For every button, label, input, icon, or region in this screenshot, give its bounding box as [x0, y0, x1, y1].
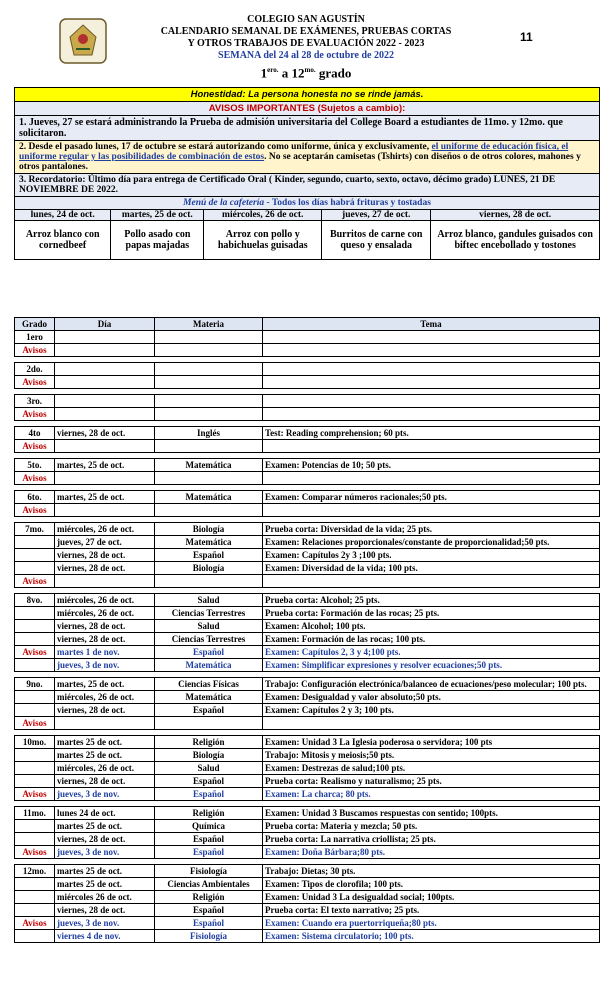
- topic-cell: Trabajo: Dietas; 30 pts.: [263, 865, 600, 878]
- column-header: Grado: [15, 318, 55, 331]
- schedule-table: [14, 317, 600, 943]
- subject-cell: [155, 395, 263, 408]
- schedule-row: [15, 762, 600, 775]
- day-cell: [55, 376, 155, 389]
- grade-cell: [15, 749, 55, 762]
- topic-cell: [263, 376, 600, 389]
- day-cell: martes 25 de oct.: [55, 878, 155, 891]
- day-cell: jueves, 3 de nov.: [55, 788, 155, 801]
- school-name: COLEGIO SAN AGUSTÍN: [247, 14, 365, 25]
- subject-cell: Biología: [155, 562, 263, 575]
- subject-cell: Ciencias Físicas: [155, 678, 263, 691]
- menu-food: Arroz con pollo y habichuelas guisadas: [204, 221, 322, 260]
- aviso-row: [15, 376, 600, 389]
- document-header: [0, 14, 612, 81]
- column-header: Tema: [263, 318, 600, 331]
- day-cell: [55, 344, 155, 357]
- day-cell: miércoles, 26 de oct.: [55, 594, 155, 607]
- topic-cell: [263, 395, 600, 408]
- menu-day: miércoles, 26 de oct.: [204, 210, 322, 221]
- grade-cell: [15, 691, 55, 704]
- topic-cell: Prueba corta: La narrativa criollista; 25 pts.: [263, 833, 600, 846]
- schedule-row: [15, 331, 600, 344]
- notice-2: 2. Desde el pasado lunes, 17 de octubre se estará autorizando como uniforme, única y exclusivamente, el uniforme de educación física, el uniforme regular y las posibilidades de combinación de estos. No se aceptarán camisetas (Tshirts) con diseños o de otros colores, mahones y otros pantalones.: [15, 141, 600, 174]
- schedule-row: [15, 904, 600, 917]
- notice-1: 1. Jueves, 27 se estará administrando la Prueba de admisión universitaria del College Board a estudiantes de 11mo. y 12mo. que solicitaron.: [15, 116, 600, 141]
- subject-cell: Religión: [155, 891, 263, 904]
- day-cell: miércoles, 26 de oct.: [55, 607, 155, 620]
- avisos-label: Avisos: [15, 408, 55, 421]
- menu-food: Arroz blanco con cornedbeef: [15, 221, 111, 260]
- subject-cell: Química: [155, 820, 263, 833]
- day-cell: viernes, 28 de oct.: [55, 833, 155, 846]
- grade-cell: [15, 562, 55, 575]
- day-cell: [55, 363, 155, 376]
- topic-cell: [263, 717, 600, 730]
- topic-cell: [263, 408, 600, 421]
- topic-cell: Examen: Desigualdad y valor absoluto;50 pts.: [263, 691, 600, 704]
- day-cell: viernes, 28 de oct.: [55, 704, 155, 717]
- day-cell: [55, 440, 155, 453]
- topic-cell: Prueba corta: Formación de las rocas; 25 pts.: [263, 607, 600, 620]
- day-cell: martes 25 de oct.: [55, 749, 155, 762]
- subject-cell: Ciencias Terrestres: [155, 633, 263, 646]
- aviso-row: [15, 646, 600, 659]
- subject-cell: [155, 344, 263, 357]
- day-cell: viernes, 28 de oct.: [55, 620, 155, 633]
- topic-cell: Test: Reading comprehension; 60 pts.: [263, 427, 600, 440]
- column-header: Materia: [155, 318, 263, 331]
- day-cell: [55, 408, 155, 421]
- menu-day: lunes, 24 de oct.: [15, 210, 111, 221]
- day-cell: miércoles, 26 de oct.: [55, 523, 155, 536]
- aviso-row: [15, 504, 600, 517]
- subject-cell: [155, 440, 263, 453]
- grade-cell: [15, 620, 55, 633]
- day-cell: martes 25 de oct.: [55, 865, 155, 878]
- subject-cell: Matemática: [155, 659, 263, 672]
- subject-cell: Español: [155, 904, 263, 917]
- schedule-row: [15, 491, 600, 504]
- menu-title: Menú de la cafetería - Todos los días habrá frituras y tostadas: [15, 197, 600, 210]
- avisos-label: Avisos: [15, 575, 55, 588]
- topic-cell: [263, 504, 600, 517]
- avisos-label: Avisos: [15, 917, 55, 930]
- day-cell: martes 1 de nov.: [55, 646, 155, 659]
- grade-cell: 4to: [15, 427, 55, 440]
- grade-cell: [15, 904, 55, 917]
- day-cell: miércoles 26 de oct.: [55, 891, 155, 904]
- topic-cell: Prueba corta: Materia y mezcla; 50 pts.: [263, 820, 600, 833]
- avisos-label: Avisos: [15, 788, 55, 801]
- subject-cell: [155, 504, 263, 517]
- grade-cell: [15, 878, 55, 891]
- avisos-label: [15, 659, 55, 672]
- week-range: SEMANA del 24 al 28 de octubre de 2022: [218, 50, 394, 61]
- avisos-label: Avisos: [15, 440, 55, 453]
- grade-cell: 2do.: [15, 363, 55, 376]
- day-cell: [55, 472, 155, 485]
- schedule-row: [15, 594, 600, 607]
- subject-cell: Salud: [155, 594, 263, 607]
- topic-cell: [263, 331, 600, 344]
- grade-cell: 1ero: [15, 331, 55, 344]
- menu-day: jueves, 27 de oct.: [322, 210, 431, 221]
- topic-cell: Examen: Unidad 3 La Iglesia poderosa o servidora; 100 pts: [263, 736, 600, 749]
- subject-cell: [155, 408, 263, 421]
- topic-cell: Prueba corta: El texto narrativo; 25 pts.: [263, 904, 600, 917]
- uniform-link[interactable]: el uniforme de educación física, el uniforme regular y las posibilidades de combinación de estos: [19, 142, 569, 162]
- aviso-row: [15, 575, 600, 588]
- subject-cell: Español: [155, 775, 263, 788]
- topic-cell: Examen: Capítulos 2 y 3; 100 pts.: [263, 704, 600, 717]
- schedule-row: [15, 878, 600, 891]
- subject-cell: Matemática: [155, 691, 263, 704]
- schedule-row: [15, 820, 600, 833]
- grade-cell: [15, 607, 55, 620]
- grade-cell: [15, 762, 55, 775]
- topic-cell: Examen: Sistema circulatorio; 100 pts.: [263, 930, 600, 943]
- day-cell: jueves, 3 de nov.: [55, 917, 155, 930]
- doc-title-line1: CALENDARIO SEMANAL DE EXÁMENES, PRUEBAS CORTAS: [160, 26, 452, 37]
- grade-cell: 5to.: [15, 459, 55, 472]
- topic-cell: Examen: Comparar números racionales;50 pts.: [263, 491, 600, 504]
- subject-cell: Español: [155, 549, 263, 562]
- avisos-label: Avisos: [15, 344, 55, 357]
- topic-cell: [263, 344, 600, 357]
- notices-title: AVISOS IMPORTANTES (Sujetos a cambio):: [15, 102, 600, 116]
- topic-cell: [263, 363, 600, 376]
- avisos-label: Avisos: [15, 846, 55, 859]
- schedule-row: [15, 865, 600, 878]
- day-cell: jueves, 3 de nov.: [55, 846, 155, 859]
- subject-cell: [155, 376, 263, 389]
- topic-cell: Examen: Unidad 3 La desigualdad social; 100pts.: [263, 891, 600, 904]
- topic-cell: Examen: Simplificar expresiones y resolver ecuaciones;50 pts.: [263, 659, 600, 672]
- day-cell: jueves, 3 de nov.: [55, 659, 155, 672]
- topic-cell: Prueba corta: Diversidad de la vida; 25 pts.: [263, 523, 600, 536]
- topic-cell: Examen: Tipos de clorofila; 100 pts.: [263, 878, 600, 891]
- aviso-row: [15, 440, 600, 453]
- menu-day: martes, 25 de oct.: [111, 210, 204, 221]
- schedule-row: [15, 678, 600, 691]
- grade-cell: 7mo.: [15, 523, 55, 536]
- day-cell: martes, 25 de oct.: [55, 491, 155, 504]
- doc-title-line2: Y OTROS TRABAJOS DE EVALUACIÓN 2022 - 2023: [187, 38, 425, 49]
- grade-cell: 6to.: [15, 491, 55, 504]
- subject-cell: Fisiología: [155, 930, 263, 943]
- avisos-label: Avisos: [15, 646, 55, 659]
- schedule-row: [15, 891, 600, 904]
- topic-cell: Trabajo: Mitosis y meiosis;50 pts.: [263, 749, 600, 762]
- grade-cell: [15, 891, 55, 904]
- subject-cell: [155, 363, 263, 376]
- day-cell: martes, 25 de oct.: [55, 459, 155, 472]
- grade-cell: [15, 704, 55, 717]
- schedule-row: [15, 704, 600, 717]
- subject-cell: Español: [155, 704, 263, 717]
- day-cell: jueves, 27 de oct.: [55, 536, 155, 549]
- day-cell: viernes, 28 de oct.: [55, 549, 155, 562]
- day-cell: miércoles, 26 de oct.: [55, 691, 155, 704]
- subject-cell: Biología: [155, 523, 263, 536]
- grade-cell: [15, 633, 55, 646]
- column-header: Día: [55, 318, 155, 331]
- schedule-row: [15, 459, 600, 472]
- aviso-row: [15, 344, 600, 357]
- aviso-row: [15, 846, 600, 859]
- grade-cell: [15, 536, 55, 549]
- menu-food: Pollo asado con papas majadas: [111, 221, 204, 260]
- topic-cell: [263, 440, 600, 453]
- avisos-label: Avisos: [15, 504, 55, 517]
- motto: Honestidad: La persona honesta no se rinde jamás.: [15, 88, 600, 102]
- subject-cell: Ciencias Terrestres: [155, 607, 263, 620]
- topic-cell: Trabajo: Configuración electrónica/balanceo de ecuaciones/peso molecular; 100 pts.: [263, 678, 600, 691]
- subject-cell: Matemática: [155, 459, 263, 472]
- subject-cell: Ciencias Ambientales: [155, 878, 263, 891]
- subject-cell: [155, 575, 263, 588]
- day-cell: martes 25 de oct.: [55, 820, 155, 833]
- day-cell: [55, 575, 155, 588]
- day-cell: miércoles, 26 de oct.: [55, 762, 155, 775]
- schedule-row: [15, 749, 600, 762]
- subject-cell: Matemática: [155, 536, 263, 549]
- subject-cell: Español: [155, 846, 263, 859]
- subject-cell: Español: [155, 917, 263, 930]
- grade-cell: [15, 549, 55, 562]
- avisos-label: [15, 930, 55, 943]
- menu-food: Arroz blanco, gandules guisados con biftec encebollado y tostones: [431, 221, 600, 260]
- schedule-row: [15, 549, 600, 562]
- menu-day: viernes, 28 de oct.: [431, 210, 600, 221]
- subject-cell: Español: [155, 788, 263, 801]
- topic-cell: [263, 472, 600, 485]
- schedule-row: [15, 633, 600, 646]
- subject-cell: [155, 331, 263, 344]
- day-cell: [55, 331, 155, 344]
- topic-cell: Examen: Cuando era puertorriqueña;80 pts.: [263, 917, 600, 930]
- day-cell: martes 25 de oct.: [55, 736, 155, 749]
- grade-cell: [15, 775, 55, 788]
- schedule-row: [15, 562, 600, 575]
- aviso-row: [15, 717, 600, 730]
- subject-cell: Español: [155, 646, 263, 659]
- day-cell: viernes, 28 de oct.: [55, 775, 155, 788]
- topic-cell: [263, 575, 600, 588]
- menu-food: Burritos de carne con queso y ensalada: [322, 221, 431, 260]
- avisos-label: Avisos: [15, 717, 55, 730]
- grade-cell: 12mo.: [15, 865, 55, 878]
- grade-cell: 10mo.: [15, 736, 55, 749]
- topic-cell: Examen: Capítulos 2, 3 y 4;100 pts.: [263, 646, 600, 659]
- topic-cell: Examen: Diversidad de la vida; 100 pts.: [263, 562, 600, 575]
- grade-cell: 8vo.: [15, 594, 55, 607]
- aviso-row: [15, 788, 600, 801]
- aviso-row: [15, 472, 600, 485]
- avisos-label: Avisos: [15, 472, 55, 485]
- day-cell: martes, 25 de oct.: [55, 678, 155, 691]
- aviso-row: [15, 408, 600, 421]
- grade-cell: [15, 820, 55, 833]
- topic-cell: Examen: Potencias de 10; 50 pts.: [263, 459, 600, 472]
- day-cell: lunes 24 de oct.: [55, 807, 155, 820]
- subject-cell: Salud: [155, 620, 263, 633]
- topic-cell: Examen: Formación de las rocas; 100 pts.: [263, 633, 600, 646]
- topic-cell: Examen: Alcohol; 100 pts.: [263, 620, 600, 633]
- grade-cell: [15, 833, 55, 846]
- subject-cell: Biología: [155, 749, 263, 762]
- subject-cell: [155, 717, 263, 730]
- notice-3: 3. Recordatorio: Último día para entrega de Certificado Oral ( Kinder, segundo, cuarto, sexto, octavo, décimo grado) LUNES, 21 DE NOVIEMBRE DE 2022.: [15, 174, 600, 197]
- topic-cell: Examen: La charca; 80 pts.: [263, 788, 600, 801]
- day-cell: viernes, 28 de oct.: [55, 562, 155, 575]
- subject-cell: Matemática: [155, 491, 263, 504]
- schedule-row: [15, 736, 600, 749]
- schedule-row: [15, 395, 600, 408]
- subject-cell: Salud: [155, 762, 263, 775]
- aviso-row: [15, 659, 600, 672]
- schedule-row: [15, 427, 600, 440]
- grade-cell: 9no.: [15, 678, 55, 691]
- topic-cell: Examen: Doña Bárbara;80 pts.: [263, 846, 600, 859]
- day-cell: viernes 4 de nov.: [55, 930, 155, 943]
- schedule-row: [15, 536, 600, 549]
- topic-cell: Examen: Unidad 3 Buscamos respuestas con sentido; 100pts.: [263, 807, 600, 820]
- subject-cell: Español: [155, 833, 263, 846]
- day-cell: viernes, 28 de oct.: [55, 904, 155, 917]
- day-cell: viernes, 28 de oct.: [55, 633, 155, 646]
- schedule-row: [15, 607, 600, 620]
- aviso-row: [15, 917, 600, 930]
- day-cell: [55, 504, 155, 517]
- avisos-label: Avisos: [15, 376, 55, 389]
- topic-cell: Examen: Destrezas de salud;100 pts.: [263, 762, 600, 775]
- subject-cell: Religión: [155, 807, 263, 820]
- grade-cell: 11mo.: [15, 807, 55, 820]
- subject-cell: Religión: [155, 736, 263, 749]
- notices-box: [14, 87, 600, 260]
- subject-cell: [155, 472, 263, 485]
- grade-cell: 3ro.: [15, 395, 55, 408]
- subject-cell: Inglés: [155, 427, 263, 440]
- topic-cell: Examen: Relaciones proporcionales/constante de proporcionalidad;50 pts.: [263, 536, 600, 549]
- page-number: 11: [520, 30, 533, 44]
- topic-cell: Prueba corta: Alcohol; 25 pts.: [263, 594, 600, 607]
- schedule-row: [15, 807, 600, 820]
- schedule-row: [15, 833, 600, 846]
- schedule-row: [15, 363, 600, 376]
- day-cell: viernes, 28 de oct.: [55, 427, 155, 440]
- subject-cell: Fisiología: [155, 865, 263, 878]
- schedule-row: [15, 775, 600, 788]
- topic-cell: Prueba corta: Realismo y naturalismo; 25 pts.: [263, 775, 600, 788]
- topic-cell: Examen: Capítulos 2y 3 ;100 pts.: [263, 549, 600, 562]
- grade-range: $1^{ero.}$ a $12^{mo.}$ grado: [260, 65, 352, 81]
- schedule-row: [15, 620, 600, 633]
- schedule-row: [15, 691, 600, 704]
- aviso-row: [15, 930, 600, 943]
- schedule-row: [15, 523, 600, 536]
- day-cell: [55, 717, 155, 730]
- day-cell: [55, 395, 155, 408]
